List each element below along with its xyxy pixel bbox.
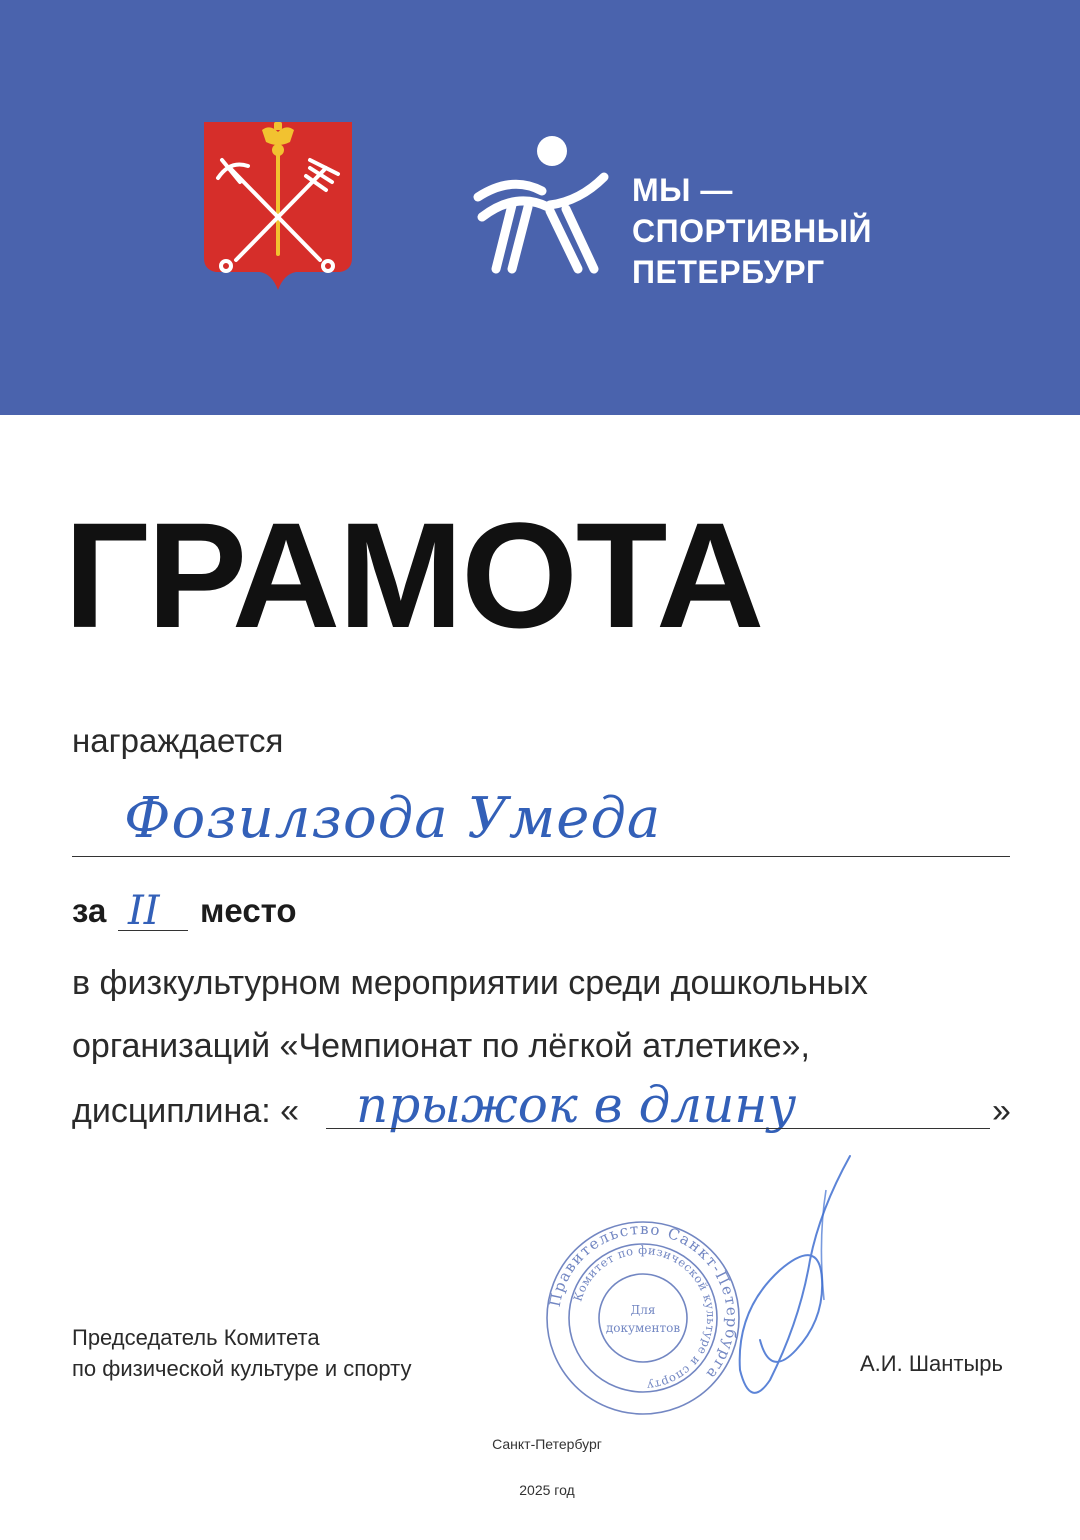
place-prefix: за — [72, 892, 107, 929]
handwritten-signature — [700, 1150, 870, 1410]
discipline-label: дисциплина: « — [72, 1092, 300, 1130]
brand-line-3: ПЕТЕРБУРГ — [632, 254, 825, 290]
signer-role — [72, 1322, 412, 1384]
signer-role-line-2: по физической культуре и спорту — [72, 1356, 412, 1381]
certificate-title: ГРАМОТА — [64, 491, 763, 659]
awarded-label: награждается — [72, 722, 284, 759]
discipline-close-quote: » — [992, 1092, 1011, 1130]
footer-city: Санкт-Петербург — [492, 1436, 602, 1452]
event-line-1: в физкультурном мероприятии среди дошкольных — [72, 964, 868, 1002]
discipline-underline — [326, 1128, 990, 1129]
recipient-name: Фозилзода Умеда — [124, 786, 662, 851]
place-value: II — [128, 888, 160, 934]
brand-line-2: СПОРТИВНЫЙ — [632, 213, 873, 249]
stamp-center-line-2: документов — [605, 1321, 681, 1335]
coat-of-arms-icon — [200, 120, 356, 292]
stamp-inner-text: Комитет по физической культуре и спорту — [570, 1242, 719, 1393]
place-underline — [118, 930, 188, 931]
brand-line-1: МЫ — — [632, 172, 733, 208]
event-line-2: организаций «Чемпионат по лёгкой атлетике», — [72, 1027, 810, 1065]
header-banner — [0, 0, 1080, 415]
signer-name: А.И. Шантырь — [860, 1351, 1003, 1376]
footer-year: 2025 год — [519, 1482, 575, 1498]
discipline-value: прыжок в длину — [356, 1076, 797, 1134]
place-suffix: место — [200, 892, 297, 929]
recipient-name-underline — [72, 856, 1010, 857]
signer-role-line-1: Председатель Комитета — [72, 1325, 320, 1350]
brand-text — [632, 170, 872, 293]
stamp-outer-text: Правительство Санкт-Петербурга — [545, 1219, 742, 1384]
stamp-center-line-1: Для — [630, 1303, 656, 1317]
sport-petersburg-logo-icon — [472, 135, 614, 277]
